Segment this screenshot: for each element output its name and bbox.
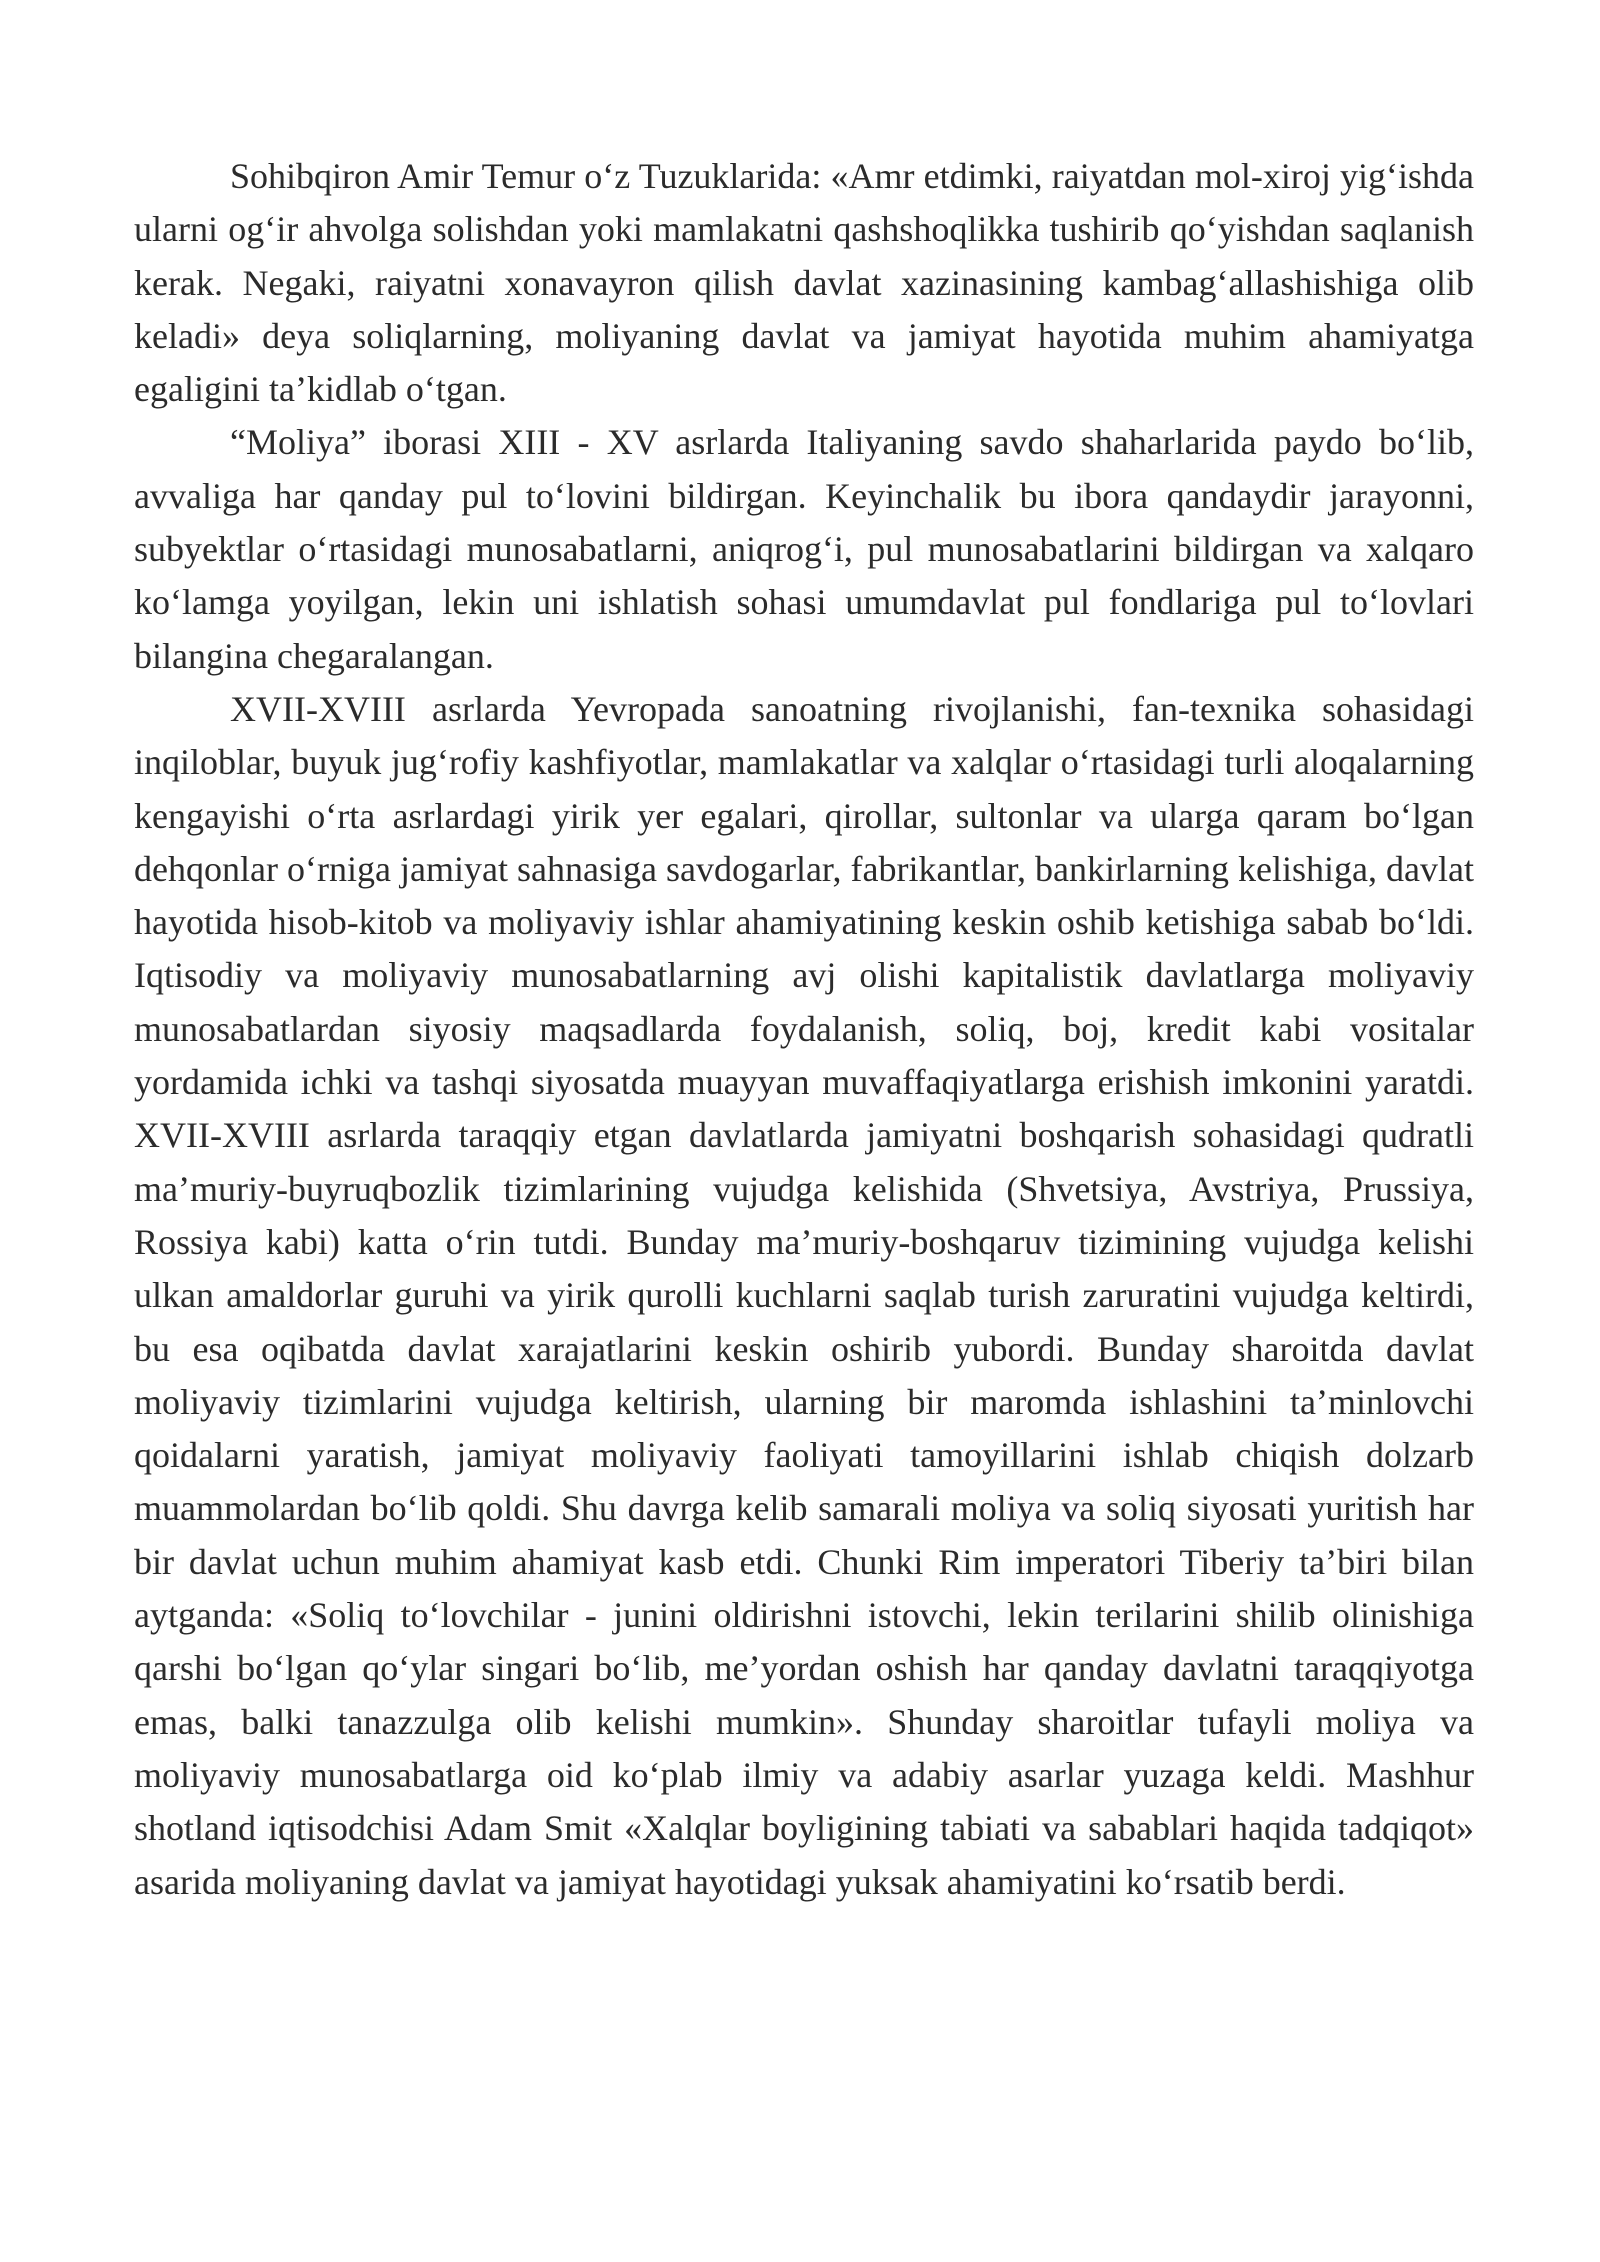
paragraph-amir-temur: Sohibqiron Amir Temur o‘z Tuzuklarida: «Amr etdimki, raiyatdan mol-xiroj yig‘ishda ularni og‘ir ahvolga solishdan yoki mamlakatni qashshoqlikka tushirib qo‘yishdan saqlanish kerak. Negaki, raiyatni xonavayron qilish davlat xazinasining kambag‘allashishiga olib keladi» deya soliqlarning, moliyaning davlat va jamiyat hayotida muhim ahamiyatga egaligini ta’kidlab o‘tgan. (134, 156, 1474, 410)
paragraph-moliya-origin: “Moliya” iborasi XIII - XV asrlarda Italiyaning savdo shaharlarida paydo bo‘lib, avvaliga har qanday pul to‘lovini bildirgan. Keyinchalik bu ibora qandaydir jarayonni, subyektlar o‘rtasidagi munosabatlarni, aniqrog‘i, pul munosabatlarini bildirgan va xalqaro ko‘lamga yoyilgan, lekin uni ishlatish sohasi umumdavlat pul fondlariga pul to‘lovlari bilangina chegaralangan. (134, 422, 1474, 676)
document-page (134, 150, 1474, 1909)
paragraph-xvii-xviii-europe: XVII-XVIII asrlarda Yevropada sanoatning rivojlanishi, fan-texnika sohasidagi inqiloblar, buyuk jug‘rofiy kashfiyotlar, mamlakatlar va xalqlar o‘rtasidagi turli aloqalarning kengayishi o‘rta asrlardagi yirik yer egalari, qirollar, sultonlar va ularga qaram bo‘lgan dehqonlar o‘rniga jamiyat sahnasiga savdogarlar, fabrikantlar, bankirlarning kelishiga, davlat hayotida hisob-kitob va moliyaviy ishlar ahamiyatining keskin oshib ketishiga sabab bo‘ldi. Iqtisodiy va moliyaviy munosabatlarning avj olishi kapitalistik davlatlarga moliyaviy munosabatlardan siyosiy maqsadlarda foydalanish, soliq, boj, kredit kabi vositalar yordamida ichki va tashqi siyosatda muayyan muvaffaqiyatlarga erishish imkonini yaratdi. XVII-XVIII asrlarda taraqqiy etgan davlatlarda jamiyatni boshqarish sohasidagi qudratli ma’muriy-buyruqbozlik tizimlarining vujudga kelishida (Shvetsiya, Avstriya, Prussiya, Rossiya kabi) katta o‘rin tutdi. Bunday ma’muriy-boshqaruv tizimining vujudga kelishi ulkan amaldorlar guruhi va yirik qurolli kuchlarni saqlab turish zaruratini vujudga keltirdi, bu esa oqibatda davlat xarajatlarini keskin oshirib yubordi. Bunday sharoitda davlat moliyaviy tizimlarini vujudga keltirish, ularning bir maromda ishlashini ta’minlovchi qoidalarni yaratish, jamiyat moliyaviy faoliyati tamoyillarini ishlab chiqish dolzarb muammolardan bo‘lib qoldi. Shu davrga kelib samarali moliya va soliq siyosati yuritish har bir davlat uchun muhim ahamiyat kasb etdi. Chunki Rim imperatori Tiberiy ta’biri bilan aytganda: «Soliq to‘lovchilar - junini oldirishni istovchi, lekin terilarini shilib olinishiga qarshi bo‘lgan qo‘ylar singari bo‘lib, me’yordan oshish har qanday davlatni taraqqiyotga emas, balki tanazzulga olib kelishi mumkin». Shunday sharoitlar tufayli moliya va moliyaviy munosabatlarga oid ko‘plab ilmiy va adabiy asarlar yuzaga keldi. Mashhur shotland iqtisodchisi Adam Smit «Xalqlar boyligining tabiati va sabablari haqida tadqiqot» asarida moliyaning davlat va jamiyat hayotidagi yuksak ahamiyatini ko‘rsatib berdi. (134, 688, 1474, 1902)
